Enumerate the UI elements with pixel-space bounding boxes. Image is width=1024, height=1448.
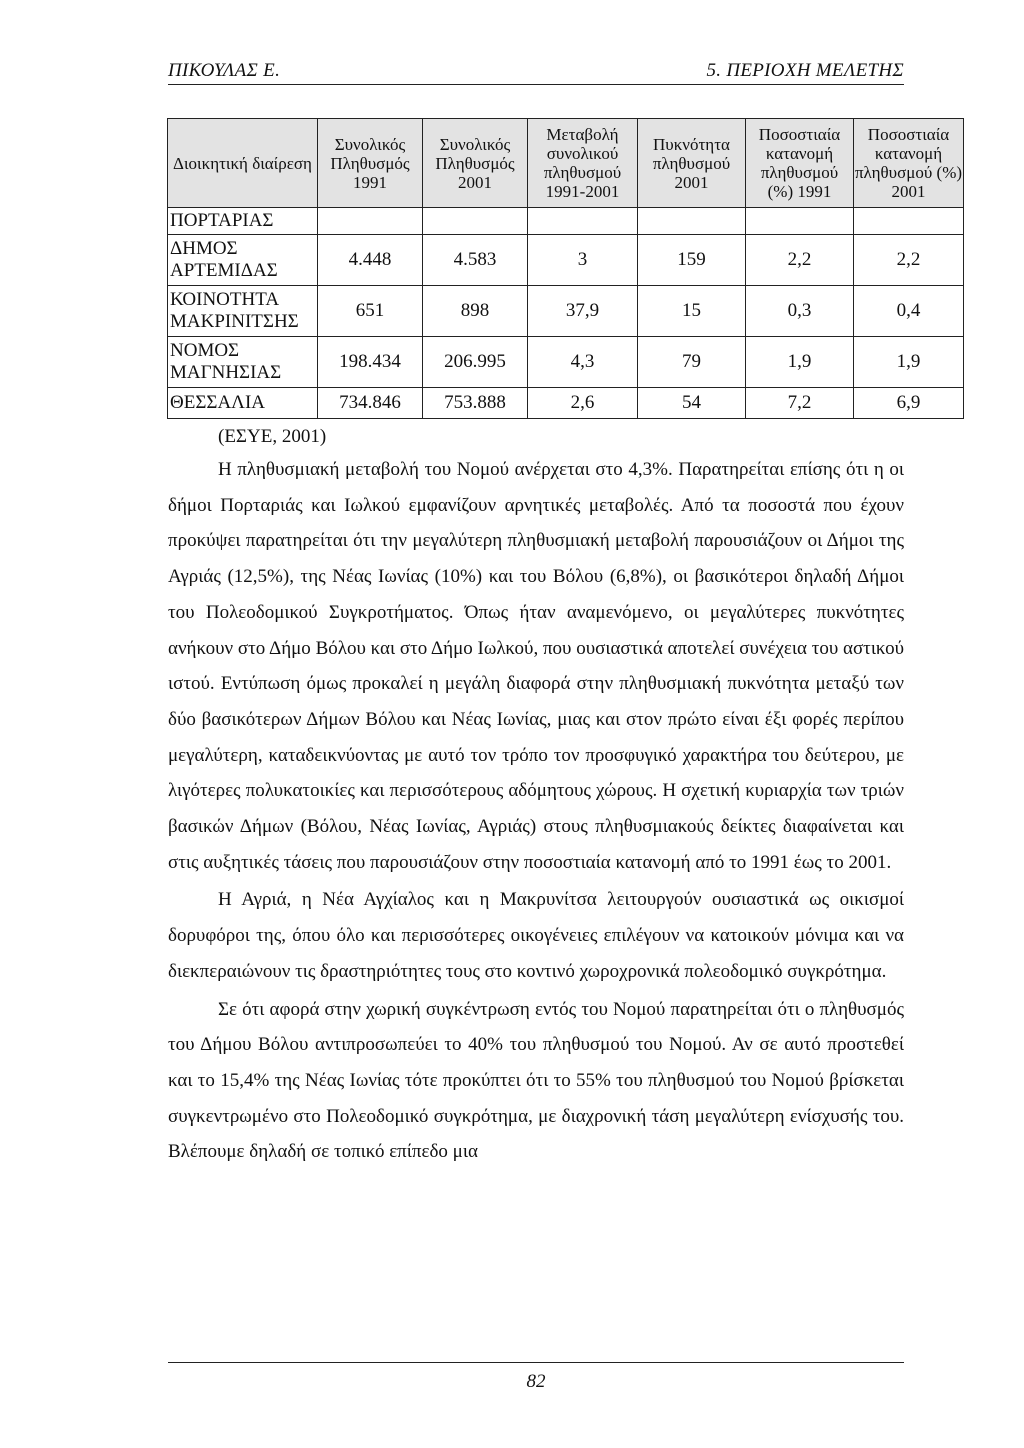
table-cell: 1,9 (746, 337, 854, 388)
table-cell: 159 (638, 235, 746, 286)
header-chapter: 5. ΠΕΡΙΟΧΗ ΜΕΛΕΤΗΣ (706, 60, 904, 81)
table-cell (318, 208, 423, 235)
table-cell: 2,6 (528, 388, 638, 419)
table-cell: 651 (318, 286, 423, 337)
table-header-row (168, 119, 964, 208)
body-text (168, 452, 904, 1170)
table-row (168, 208, 964, 235)
table-cell: 2,2 (746, 235, 854, 286)
table-cell: 3 (528, 235, 638, 286)
column-header: Συνολικός Πληθυσμός 1991 (318, 119, 423, 208)
table-cell (854, 208, 964, 235)
table-cell: 7,2 (746, 388, 854, 419)
row-label: ΝΟΜΟΣ ΜΑΓΝΗΣΙΑΣ (168, 337, 318, 388)
table-cell: 79 (638, 337, 746, 388)
row-label: ΘΕΣΣΑΛΙΑ (168, 388, 318, 419)
table-cell: 15 (638, 286, 746, 337)
table-cell: 6,9 (854, 388, 964, 419)
population-table (167, 118, 964, 419)
table-cell: 0,3 (746, 286, 854, 337)
table-cell: 4,3 (528, 337, 638, 388)
table-source: (ΕΣΥΕ, 2001) (218, 426, 327, 447)
table-cell: 1,9 (854, 337, 964, 388)
column-header: Ποσοστιαία κατανομή πληθυσμού (%) 2001 (854, 119, 964, 208)
column-header: Συνολικός Πληθυσμός 2001 (423, 119, 528, 208)
column-header: Μεταβολή συνολικού πληθυσμού 1991-2001 (528, 119, 638, 208)
page-number: 82 (526, 1371, 546, 1392)
table-cell (423, 208, 528, 235)
table-cell: 54 (638, 388, 746, 419)
column-header: Διοικητική διαίρεση (168, 119, 318, 208)
header-author: ΠΙΚΟΥΛΑΣ Ε. (168, 60, 281, 81)
table-row (168, 235, 964, 286)
paragraph: Η Αγριά, η Νέα Αγχίαλος και η Μακρυνίτσα λειτουργούν ουσιαστικά ως οικισμοί δορυφόροι της, όπου όλο και περισσότερες οικογένειες επιλέγουν να κατοικούν μόνιμα και να διεκπεραιώνουν τις δραστηριότητες τους στο κοντινό χωροχρονικά πολεοδομικό συγκρότημα. (168, 889, 904, 982)
table-row (168, 337, 964, 388)
table-cell (746, 208, 854, 235)
table-cell: 198.434 (318, 337, 423, 388)
paragraph: Η πληθυσμιακή μεταβολή του Νομού ανέρχεται στο 4,3%. Παρατηρείται επίσης ότι η οι δήμοι Πορταριάς και Ιωλκού εμφανίζουν αρνητικές μεταβολές. Από τα ποσοστά που έχουν προκύψει παρατηρείται ότι την μεγαλύτερη πληθυσμιακή μεταβολή παρουσιάζουν οι Δήμοι της Αγριάς (12,5%), της Νέας Ιωνίας (10%) και του Βόλου (6,8%), οι βασικότεροι δηλαδή Δήμοι του Πολεοδομικού Συγκροτήματος. Όπως ήταν αναμενόμενο, οι μεγαλύτερες πυκνότητες ανήκουν στο Δήμο Βόλου και στο Δήμο Ιωλκού, που ουσιαστικά αποτελεί συνέχεια του αστικού ιστού. Εντύπωση όμως προκαλεί η μεγάλη διαφορά στην πληθυσμιακή πυκνότητα μεταξύ των δύο βασικότερων Δήμων Βόλου και Νέας Ιωνίας, μιας και στον πρώτο είναι έξι φορές περίπου μεγαλύτερη, καταδεικνύοντας με αυτό τον τρόπο τον προσφυγικό χαρακτήρα του δεύτερου, με λιγότερες πολυκατοικίες και περισσότερους αδόμητους χώρους. Η σχετική κυριαρχία των τριών βασικών Δήμων (Βόλου, Νέας Ιωνίας, Αγριάς) στους πληθυσμιακούς δείκτες διαφαίνεται και στις αυξητικές τάσεις που παρουσιάζουν στην ποσοστιαία κατανομή από το 1991 έως το 2001. (168, 459, 904, 873)
table-cell (528, 208, 638, 235)
table-cell: 898 (423, 286, 528, 337)
table-cell: 37,9 (528, 286, 638, 337)
table-cell: 2,2 (854, 235, 964, 286)
table-cell: 4.583 (423, 235, 528, 286)
table-row (168, 388, 964, 419)
column-header: Πυκνότητα πληθυσμού 2001 (638, 119, 746, 208)
paragraph: Σε ότι αφορά στην χωρική συγκέντρωση εντός του Νομού παρατηρείται ότι ο πληθυσμός του Δήμου Βόλου αντιπροσωπεύει το 40% του πληθυσμού του Νομού. Αν σε αυτό προστεθεί και το 15,4% της Νέας Ιωνίας τότε προκύπτει ότι το 55% του πληθυσμού του Νομού βρίσκεται συγκεντρωμένο στο Πολεοδομικό συγκρότημα, με διαχρονική τάση μεγαλύτερη ενίσχυσής του. Βλέπουμε δηλαδή σε τοπικό επίπεδο μια (168, 998, 904, 1163)
row-label: ΚΟΙΝΟΤΗΤΑ ΜΑΚΡΙΝΙΤΣΗΣ (168, 286, 318, 337)
table-cell: 4.448 (318, 235, 423, 286)
table-row (168, 286, 964, 337)
table-cell: 206.995 (423, 337, 528, 388)
row-label: ΠΟΡΤΑΡΙΑΣ (168, 208, 318, 235)
page-footer (168, 1362, 904, 1392)
table-cell: 734.846 (318, 388, 423, 419)
row-label: ΔΗΜΟΣ ΑΡΤΕΜΙΔΑΣ (168, 235, 318, 286)
table-cell: 753.888 (423, 388, 528, 419)
table-cell: 0,4 (854, 286, 964, 337)
page-header (168, 56, 904, 85)
table-cell (638, 208, 746, 235)
column-header: Ποσοστιαία κατανομή πληθυσμού (%) 1991 (746, 119, 854, 208)
